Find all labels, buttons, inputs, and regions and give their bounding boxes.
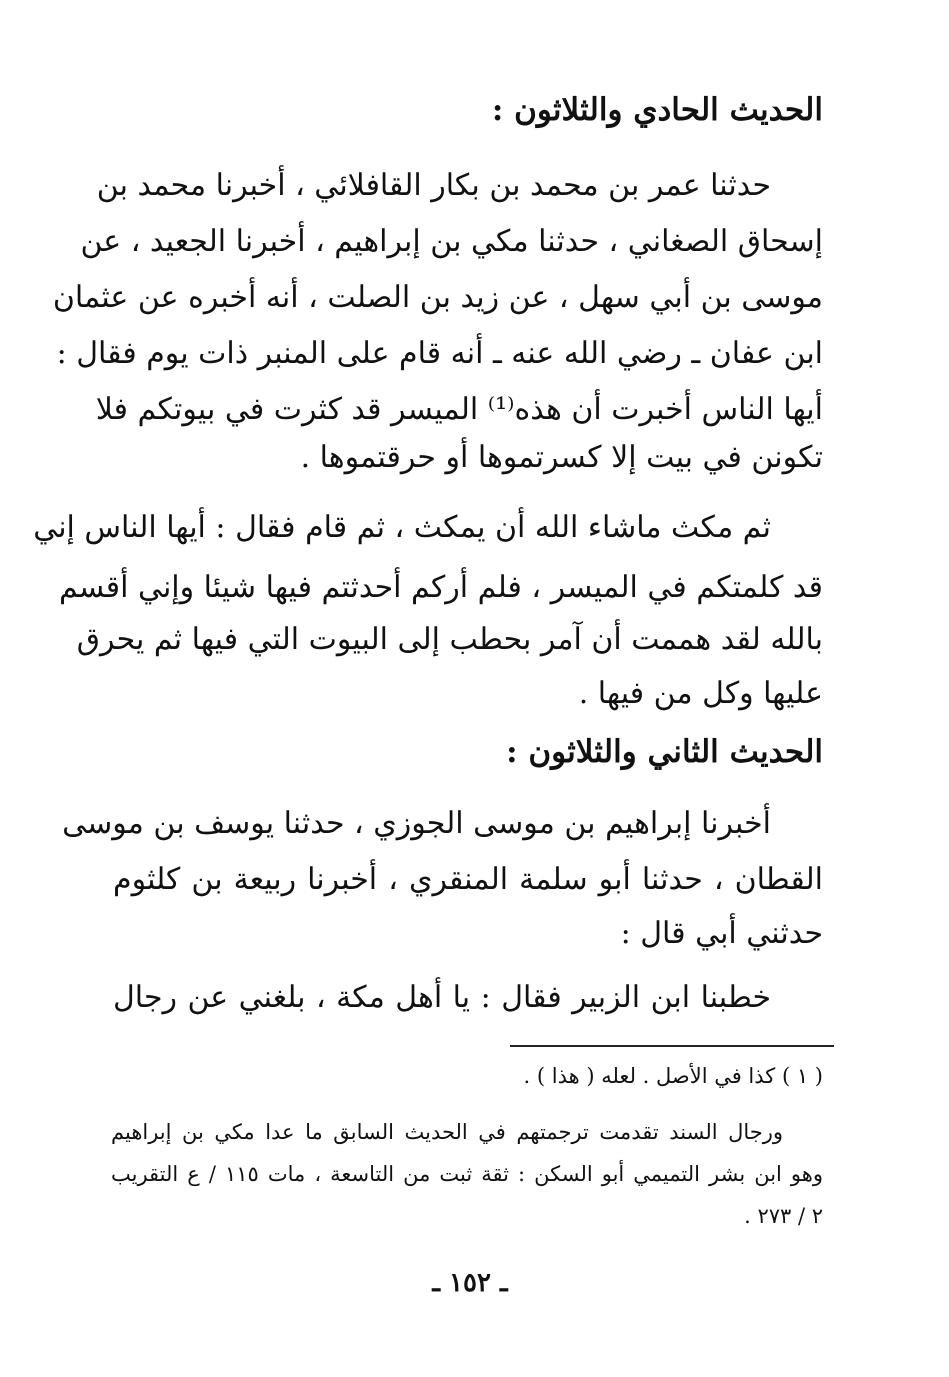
text-line: القطان ، حدثنا أبو سلمة المنقري ، أخبرنا ربيعة بن كلثوم bbox=[113, 862, 823, 897]
text-line: بالله لقد هممت أن آمر بحطب إلى البيوت التي فيها ثم يحرق bbox=[76, 622, 823, 657]
heading-hadith-32: الحديث الثاني والثلاثون : bbox=[506, 734, 823, 770]
text-line: تكونن في بيت إلا كسرتموها أو حرقتموها . bbox=[300, 440, 823, 475]
footnote-line: وهو ابن بشر التميمي أبو السكن : ثقة ثبت من التاسعة ، مات ١١٥ / ع التقريب bbox=[111, 1162, 823, 1186]
footnote-1: ( ١ ) كذا في الأصل . لعله ( هذا ) . bbox=[523, 1064, 823, 1088]
text-line: قد كلمتكم في الميسر ، فلم أركم أحدثتم فيها شيئا وإني أقسم bbox=[59, 570, 823, 605]
text-line: أيها الناس أخبرت أن هذه⁽¹⁾ الميسر قد كثرت في بيوتكم فلا bbox=[95, 392, 823, 427]
text-line: ثم مكث ماشاء الله أن يمكث ، ثم قام فقال : أيها الناس إني bbox=[33, 510, 771, 545]
page-number: ـ ١٥٢ ـ bbox=[432, 1268, 508, 1298]
footnote-line: ورجال السند تقدمت ترجمتهم في الحديث السابق ما عدا مكي بن إبراهيم bbox=[111, 1120, 783, 1144]
heading-hadith-31: الحديث الحادي والثلاثون : bbox=[491, 92, 823, 128]
footnote-line: ٢ / ٢٧٣ . bbox=[744, 1204, 823, 1228]
text-line: حدثني أبي قال : bbox=[620, 916, 823, 951]
text-line: عليها وكل من فيها . bbox=[578, 676, 823, 711]
text-line: ابن عفان ـ رضي الله عنه ـ أنه قام على المنبر ذات يوم فقال : bbox=[56, 336, 823, 371]
text-line: إسحاق الصغاني ، حدثنا مكي بن إبراهيم ، أخبرنا الجعيد ، عن bbox=[80, 224, 823, 259]
footnote-divider bbox=[510, 1045, 834, 1047]
text-line: موسى بن أبي سهل ، عن زيد بن الصلت ، أنه أخبره عن عثمان bbox=[52, 280, 823, 315]
text-line: حدثنا عمر بن محمد بن بكار القافلائي ، أخبرنا محمد بن bbox=[96, 168, 771, 203]
text-line: أخبرنا إبراهيم بن موسى الجوزي ، حدثنا يوسف بن موسى bbox=[62, 806, 771, 841]
text-line: خطبنا ابن الزبير فقال : يا أهل مكة ، بلغني عن رجال bbox=[113, 980, 771, 1015]
